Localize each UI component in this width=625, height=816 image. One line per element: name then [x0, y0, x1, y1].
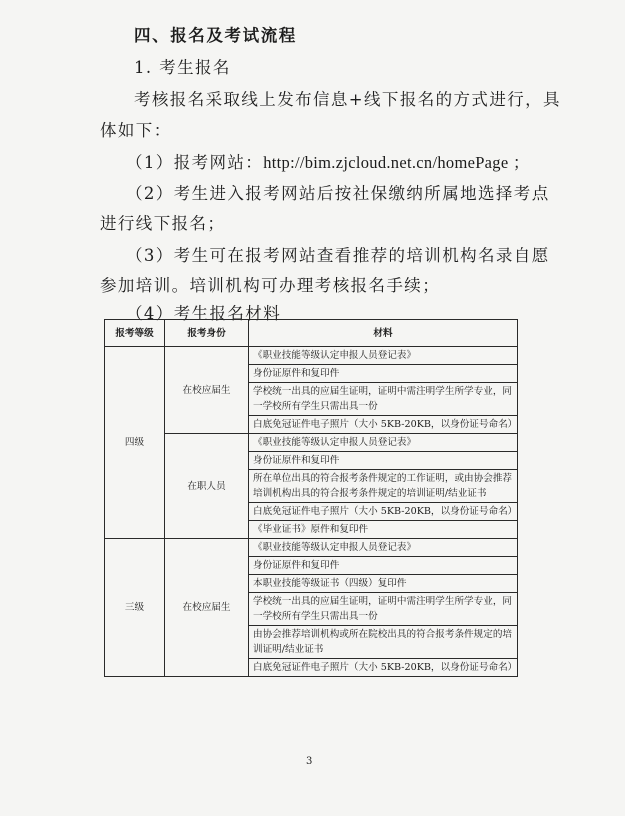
material-item: 学校统一出具的应届生证明，证明中需注明学生所学专业，同一学校所有学生只需出具一份: [249, 593, 518, 626]
table-header-row: [105, 320, 518, 347]
step-1: [126, 149, 530, 173]
table-row: [105, 539, 518, 557]
material-item: 身份证原件和复印件: [249, 557, 518, 575]
step-4: （4）考生报名材料: [126, 304, 282, 323]
material-item: 身份证原件和复印件: [249, 365, 518, 383]
material-item: 《毕业证书》原件和复印件: [249, 521, 518, 539]
subsection-title: 1. 考生报名: [134, 58, 231, 77]
role-cell: 在校应届生: [165, 539, 249, 677]
step-3-line-2: 参加培训。培训机构可办理考核报名手续；: [100, 276, 441, 295]
material-item: 白底免冠证件电子照片（大小 5KB-20KB，以身份证号命名）: [249, 659, 518, 677]
page-number: 3: [306, 756, 313, 767]
role-cell: 在职人员: [165, 434, 249, 539]
registration-url: http://bim.zjcloud.net.cn/homePage ；: [263, 153, 530, 172]
material-item: 《职业技能等级认定申报人员登记表》: [249, 434, 518, 452]
intro-line-2: 体如下：: [100, 121, 172, 140]
material-item: 白底免冠证件电子照片（大小 5KB-20KB，以身份证号命名）: [249, 503, 518, 521]
material-item: 白底免冠证件电子照片（大小 5KB-20KB，以身份证号命名）: [249, 416, 518, 434]
material-item: 由协会推荐培训机构或所在院校出具的符合报考条件规定的培训证明/结业证书: [249, 626, 518, 659]
header-level: 报考等级: [105, 320, 165, 347]
intro-line-1: 考核报名采取线上发布信息+线下报名的方式进行，具: [134, 90, 561, 109]
table-row: [105, 347, 518, 365]
material-item: 本职业技能等级证书（四级）复印件: [249, 575, 518, 593]
materials-table: [104, 319, 518, 677]
material-item: 身份证原件和复印件: [249, 452, 518, 470]
level-cell: 三级: [105, 539, 165, 677]
step-2-line-2: 进行线下报名；: [100, 214, 226, 233]
material-item: 所在单位出具的符合报考条件规定的工作证明，或由协会推荐培训机构出具的符合报考条件规定的培训证明/结业证书: [249, 470, 518, 503]
step-2-line-1: （2）考生进入报考网站后按社保缴纳所属地选择考点: [126, 184, 550, 203]
table-row: [105, 434, 518, 452]
level-cell: 四级: [105, 347, 165, 539]
step-1-prefix: （1）报考网站：: [126, 153, 264, 172]
header-role: 报考身份: [165, 320, 249, 347]
role-cell: 在校应届生: [165, 347, 249, 434]
material-item: 《职业技能等级认定申报人员登记表》: [249, 539, 518, 557]
step-3-line-1: （3）考生可在报考网站查看推荐的培训机构名录自愿: [126, 246, 550, 265]
header-materials: 材料: [249, 320, 518, 347]
material-item: 学校统一出具的应届生证明，证明中需注明学生所学专业，同一学校所有学生只需出具一份: [249, 383, 518, 416]
material-item: 《职业技能等级认定申报人员登记表》: [249, 347, 518, 365]
section-title: 四、报名及考试流程: [134, 26, 297, 45]
